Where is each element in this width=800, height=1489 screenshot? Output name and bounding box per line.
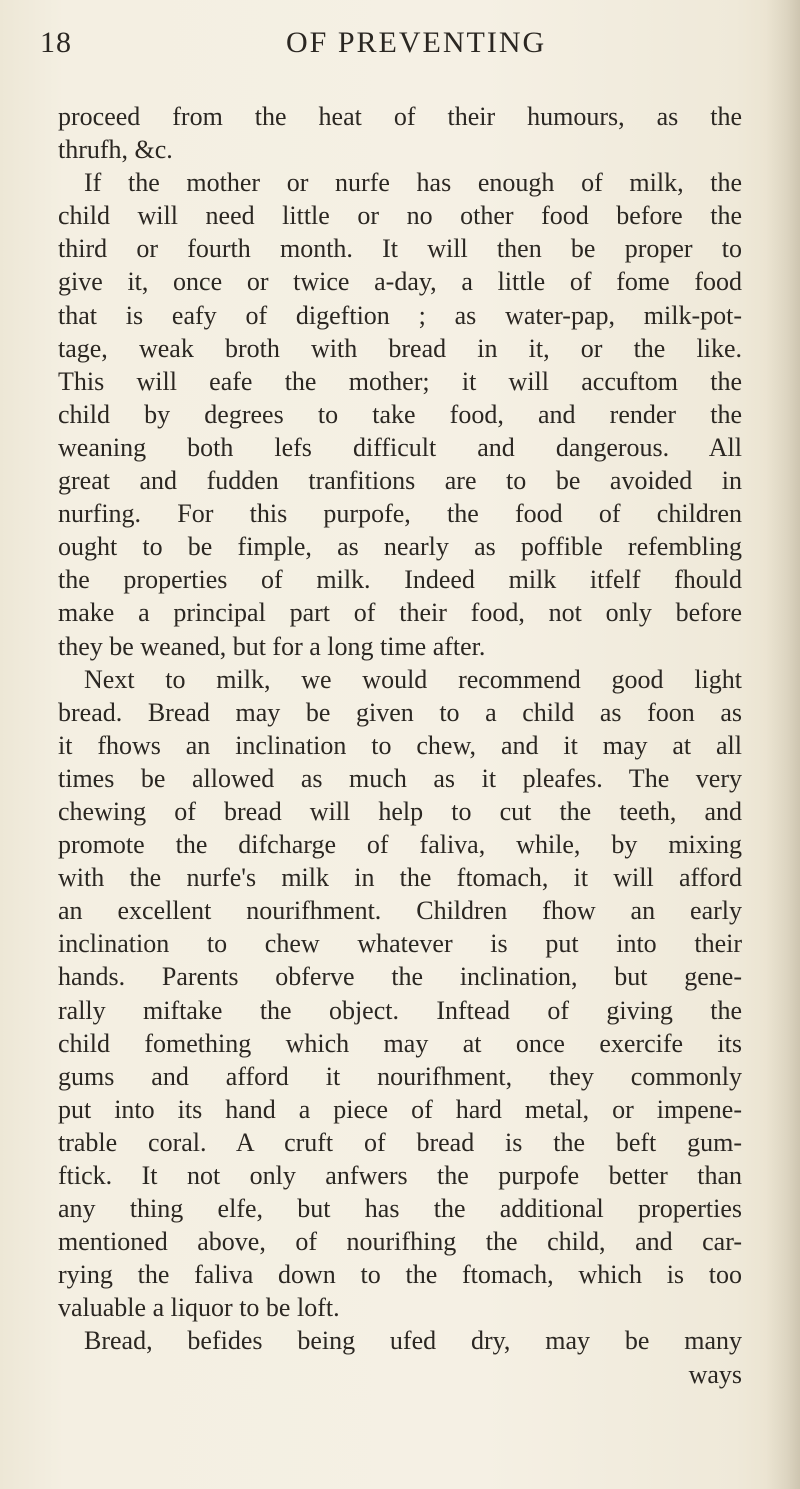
running-title: OF PREVENTING	[286, 26, 547, 59]
text-line: nurfing. For this purpofe, the food of children	[58, 499, 742, 529]
text-line: inclination to chew whatever is put into their	[58, 929, 742, 959]
text-line: child will need little or no other food before the	[58, 201, 742, 231]
text-line: an excellent nourifhment. Children fhow an early	[58, 896, 742, 926]
body-text	[58, 100, 742, 1391]
text-line: hands. Parents obferve the inclination, but gene-	[58, 962, 742, 992]
text-line: child fomething which may at once exercife its	[58, 1028, 742, 1058]
text-line: rally miftake the object. Inftead of giving the	[58, 995, 742, 1025]
text-line: ought to be fimple, as nearly as poffible refembling	[58, 532, 742, 562]
text-line: times be allowed as much as it pleafes. The very	[58, 763, 742, 793]
catchword: ways	[688, 1359, 742, 1389]
text-line: with the nurfe's milk in the ftomach, it will afford	[58, 863, 742, 893]
text-line: make a principal part of their food, not only before	[58, 598, 742, 628]
text-line: mentioned above, of nourifhing the child, and car-	[58, 1227, 742, 1257]
text-line: promote the difcharge of faliva, while, by mixing	[58, 830, 742, 860]
text-line: the properties of milk. Indeed milk itfelf fhould	[58, 565, 742, 595]
text-line: thrufh, &c.	[58, 135, 173, 165]
text-line: child by degrees to take food, and render the	[58, 399, 742, 429]
text-line: put into its hand a piece of hard metal, or impene-	[58, 1094, 742, 1124]
text-line: they be weaned, but for a long time after.	[58, 631, 486, 661]
text-line: bread. Bread may be given to a child as foon as	[58, 697, 742, 727]
text-line: If the mother or nurfe has enough of milk, the	[84, 168, 742, 198]
text-line: weaning both lefs difficult and dangerous. All	[58, 432, 742, 462]
text-line: chewing of bread will help to cut the teeth, and	[58, 796, 742, 826]
text-line: third or fourth month. It will then be proper to	[58, 234, 742, 264]
text-line: trable coral. A cruft of bread is the beft gum-	[58, 1127, 742, 1157]
text-line: ftick. It not only anfwers the purpofe better than	[58, 1161, 742, 1190]
page-edge-shadow	[766, 0, 800, 1489]
text-line: Next to milk, we would recommend good light	[84, 664, 742, 694]
text-line: valuable a liquor to be loft.	[58, 1293, 340, 1323]
page-header	[40, 26, 760, 66]
text-line: any thing elfe, but has the additional properties	[58, 1194, 742, 1224]
text-line: give it, once or twice a-day, a little of fome food	[58, 267, 742, 297]
text-line: great and fudden tranfitions are to be avoided in	[58, 466, 742, 496]
text-line: that is eafy of digeftion ; as water-pap, milk-pot-	[58, 300, 742, 330]
text-line: it fhows an inclination to chew, and it may at all	[58, 730, 742, 760]
text-line: gums and afford it nourifhment, they commonly	[58, 1061, 742, 1091]
text-line: proceed from the heat of their humours, as the	[58, 102, 742, 131]
text-line: Bread, befides being ufed dry, may be many	[84, 1326, 742, 1356]
text-line: rying the faliva down to the ftomach, which is too	[58, 1260, 742, 1290]
page-number: 18	[40, 26, 72, 59]
text-line: tage, weak broth with bread in it, or the like.	[58, 333, 742, 363]
text-line: This will eafe the mother; it will accuftom the	[58, 366, 742, 396]
